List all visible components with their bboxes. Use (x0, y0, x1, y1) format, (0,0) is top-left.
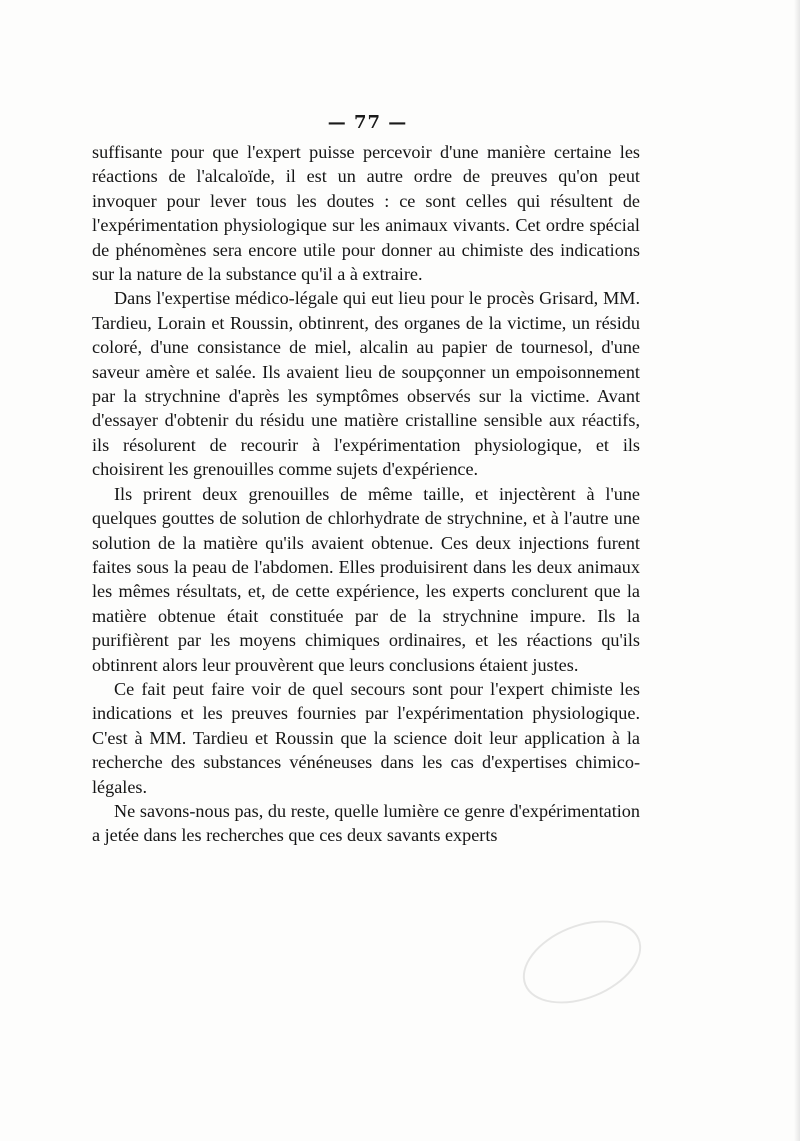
body-text (92, 140, 640, 848)
library-stamp-ghost (511, 904, 654, 1019)
page-edge-shadow (794, 0, 800, 1141)
paragraph-frog-experiment: Ils prirent deux grenouilles de même taille, et injectèrent à l'une quelques gouttes de solution de chlorhydrate de strychnine, et à l'autre une solution de la matière qu'ils avaient obtenue. Ces deux injections furent faites sous la peau de l'abdomen. Elles produisirent dans les deux animaux les mêmes résultats, et, de cette expérience, les experts conclurent que la matière obtenue était constituée par de la strychnine impure. Ils la purifièrent par les moyens chimiques ordinaires, et les réactions qu'ils obtinrent alors leur prouvèrent que leurs conclusions étaient justes. (92, 483, 640, 675)
page-number: — 77 — (327, 112, 408, 133)
paragraph-physiological-evidence: Ce fait peut faire voir de quel secours sont pour l'expert chimiste les indications et les preuves fournies par l'expérimentation physiologique. C'est à MM. Tardieu et Roussin que la science doit leur application à la recherche des substances vénéneuses dans les cas d'expertises chimico-légales. (92, 678, 640, 797)
paragraph-grisard-case: Dans l'expertise médico-légale qui eut lieu pour le procès Grisard, MM. Tardieu, Lorain et Roussin, obtinrent, des organes de la victime, un résidu coloré, d'une consistance de miel, alcalin au papier de tournesol, d'une saveur amère et salée. Ils avaient lieu de soupçonner un empoisonnement par la strychnine d'après les symptômes observés sur la victime. Avant d'essayer d'obtenir du résidu une matière cristalline sensible aux réactifs, ils résolurent de recourir à l'expérimentation physiologique, et ils choisirent les grenouilles comme sujets d'expérience. (92, 288, 640, 480)
paragraph-closing: Ne savons-nous pas, du reste, quelle lumière ce genre d'expérimentation a jetée dans les recherches que ces deux savants experts (92, 800, 640, 846)
paragraph-continuation: suffisante pour que l'expert puisse percevoir d'une manière certaine les réactions de l'alcaloïde, il est un autre ordre de preuves qu'on peut invoquer pour lever tous les doutes : ce sont celles qui résultent de l'expérimentation physiologique sur les animaux vivants. Cet ordre spécial de phénomènes sera encore utile pour donner au chimiste des indications sur la nature de la substance qu'il a à extraire. (92, 142, 640, 285)
